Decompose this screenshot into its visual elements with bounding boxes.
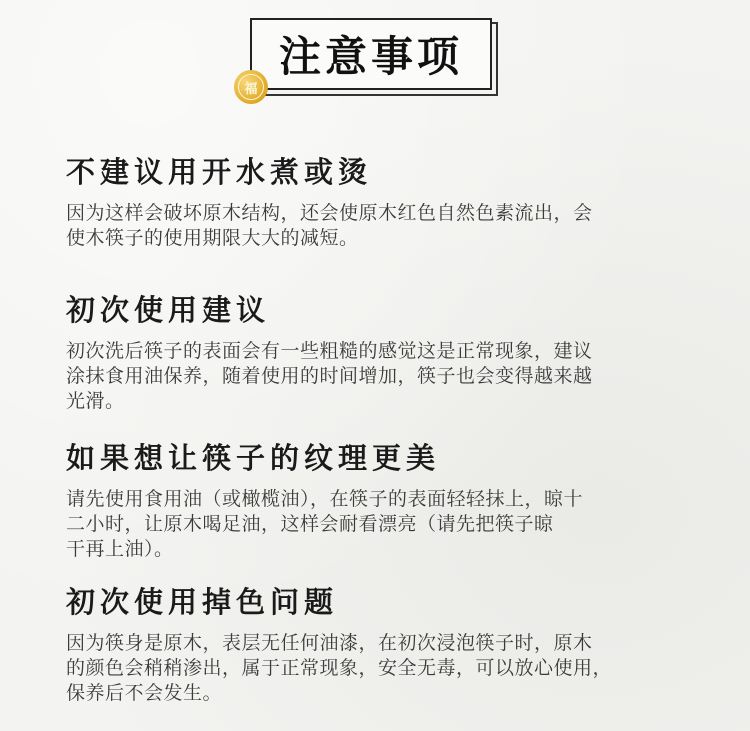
body-line: 二小时，让原木喝足油，这样会耐看漂亮（请先把筷子晾: [66, 513, 554, 535]
page-title: 注意事项: [278, 32, 463, 81]
section-body: [66, 201, 710, 251]
section-heading: 初次使用建议: [66, 293, 271, 327]
seal-character: 福: [238, 74, 264, 100]
body-line: 初次洗后筷子的表面会有一些粗糙的感觉这是正常现象，建议: [66, 340, 593, 362]
section-color-fading: [66, 580, 710, 706]
section-grain-care: [66, 436, 710, 562]
body-line: 涂抹食用油保养，随着使用的时间增加，筷子也会变得越来越: [66, 365, 593, 387]
body-line: 光滑。: [66, 390, 125, 412]
body-line: 干再上油）。: [66, 538, 174, 560]
section-body: [66, 631, 710, 706]
section-body: [66, 339, 710, 414]
section-first-use: [66, 288, 710, 414]
section-heading: 不建议用开水煮或烫: [66, 155, 373, 189]
section-no-boiling: [66, 150, 710, 251]
section-body: [66, 487, 710, 562]
body-line: 保养后不会发生。: [66, 682, 223, 704]
body-line: 因为这样会破坏原木结构，还会使原木红色自然色素流出，会: [66, 202, 593, 224]
fortune-seal-icon: [234, 70, 268, 104]
body-line: 请先使用食用油（或橄榄油），在筷子的表面轻轻抹上，晾十: [66, 488, 584, 510]
title-frame: [250, 18, 492, 90]
body-line: 使木筷子的使用期限大大的减短。: [66, 227, 359, 249]
section-heading: 如果想让筷子的纹理更美: [66, 441, 441, 475]
section-heading: 初次使用掉色问题: [66, 585, 339, 619]
body-line: 的颜色会稍稍渗出，属于正常现象，安全无毒，可以放心使用，: [66, 657, 613, 679]
body-line: 因为筷身是原木，表层无任何油漆，在初次浸泡筷子时，原木: [66, 632, 593, 654]
